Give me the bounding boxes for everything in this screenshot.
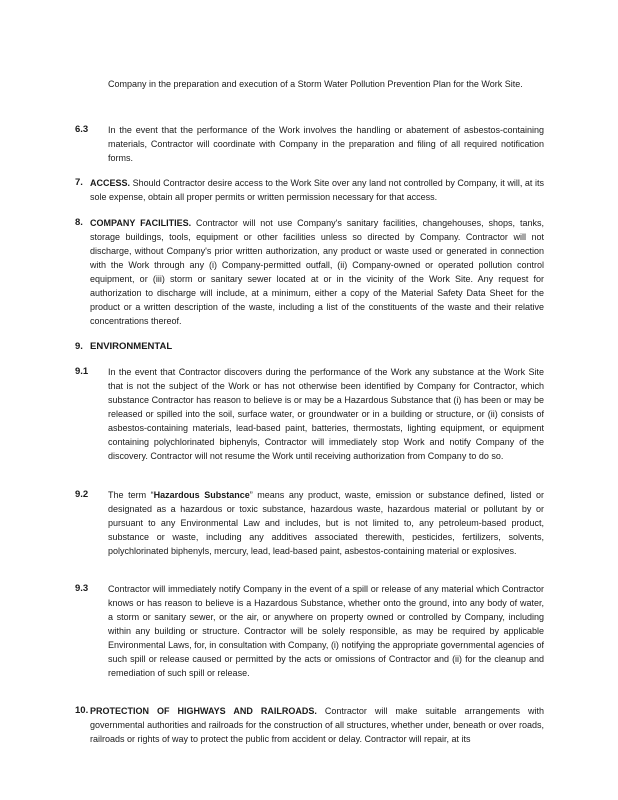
- paragraph-7: [90, 176, 544, 204]
- paragraph-text: In the event that the performance of the Work involves the handling or abatement of asbestos-containing materials, Contractor will coordinate with Company in the preparation and filing of all required notification forms.: [108, 125, 544, 163]
- section-number: 9.1: [75, 366, 89, 377]
- section-number: 9.2: [75, 489, 89, 500]
- paragraph-text: ” means any product, waste, emission or substance defined, listed or designated as a hazardous or toxic substance, hazardous waste, hazardous material or pollutant by or pursuant to any Environmental Law and includes, but is not limited to, any petroleum-based product, substance or waste, including any additives associated therewith, pesticides, fertilizers, solvents, polychlorinated biphenyls, mercury, lead, lead-based paint, asbestos-containing material or explosives.: [108, 490, 544, 556]
- paragraph-text: Contractor will immediately notify Company in the event of a spill or release of any material which Contractor knows or has reason to believe is a Hazardous Substance, whether onto the ground, into any body of water, a storm or sanitary sewer, or the air, or anywhere on property owned or controlled by Company, including within any building or structure. Contractor will be solely responsible, as may be required by applicable Environmental Laws, for, in consultation with Company, (i) notifying the appropriate governmental agencies of such spill or release caused or permitted by the acts or omissions of Contractor and (ii) for the cleanup and remediation of such spill or release.: [108, 584, 544, 678]
- paragraph-text: Contractor will make suitable arrangements with governmental authorities and railroads for the construction of all structures, whether under, beneath or over roads, railroads or rights of way to protect the public from accident or delay. Contractor will repair, at its: [90, 706, 544, 744]
- paragraph-9-2: [108, 488, 544, 558]
- section-number: 6.3: [75, 124, 89, 135]
- section-title: ACCESS.: [90, 178, 131, 188]
- section-title: COMPANY FACILITIES.: [90, 218, 192, 228]
- defined-term: Hazardous Substance: [153, 490, 250, 500]
- paragraph-8: [90, 216, 544, 328]
- section-number: 9.3: [75, 583, 89, 594]
- paragraph-10: [90, 704, 544, 746]
- paragraph-9-3: [108, 582, 544, 680]
- section-heading: ENVIRONMENTAL: [90, 341, 173, 352]
- paragraph-text: Contractor will not use Company's sanitary facilities, changehouses, shops, tanks, storage buildings, tools, equipment or other facilities unless so directed by Company. Contractor will not discharge, without Company's prior written authorization, any product or waste used or generated in connection with the Work through any (i) Company-permitted outfall, (ii) Company-owned or operated pollution control equipment, or (iii) storm or sanitary sewer located at or in the vicinity of the Work Site. Any request for authorization to discharge will include, at a minimum, either a copy of the Material Safety Data Sheet for the product or a written description of the waste, including a list of the constituents of the waste and their relative concentrations thereof.: [90, 218, 544, 326]
- section-title: PROTECTION OF HIGHWAYS AND RAILROADS.: [90, 706, 317, 716]
- paragraph-6-3: [108, 123, 544, 165]
- paragraph-continuation: [108, 77, 544, 91]
- section-number: 10.: [75, 705, 89, 716]
- paragraph-text: Company in the preparation and execution of a Storm Water Pollution Prevention Plan for the Work Site.: [108, 79, 523, 89]
- section-number: 8.: [75, 217, 83, 228]
- paragraph-text: Should Contractor desire access to the Work Site over any land not controlled by Company, it will, at its sole expense, obtain all proper permits or written permission necessary for that access.: [90, 178, 544, 202]
- paragraph-text: The term “: [108, 490, 154, 500]
- paragraph-text: In the event that Contractor discovers during the performance of the Work any substance at the Work Site that is not the subject of the Work or has not otherwise been identified by Company for Contractor, which substance Contractor has reason to believe is or may be a Hazardous Substance that (i) has been or may be released or spilled into the soil, surface water, or groundwater or in a building or structure, or (ii) consists of asbestos-containing materials, lead-based paint, batteries, thermostats, lighting equipment, or equipment containing polychlorinated biphenyls, Contractor will immediately stop Work and notify Company of the discovery. Contractor will not resume the Work until receiving authorization from Company to do so.: [108, 367, 544, 461]
- paragraph-9-1: [108, 365, 544, 463]
- section-number: 9.: [75, 341, 83, 352]
- section-number: 7.: [75, 177, 83, 188]
